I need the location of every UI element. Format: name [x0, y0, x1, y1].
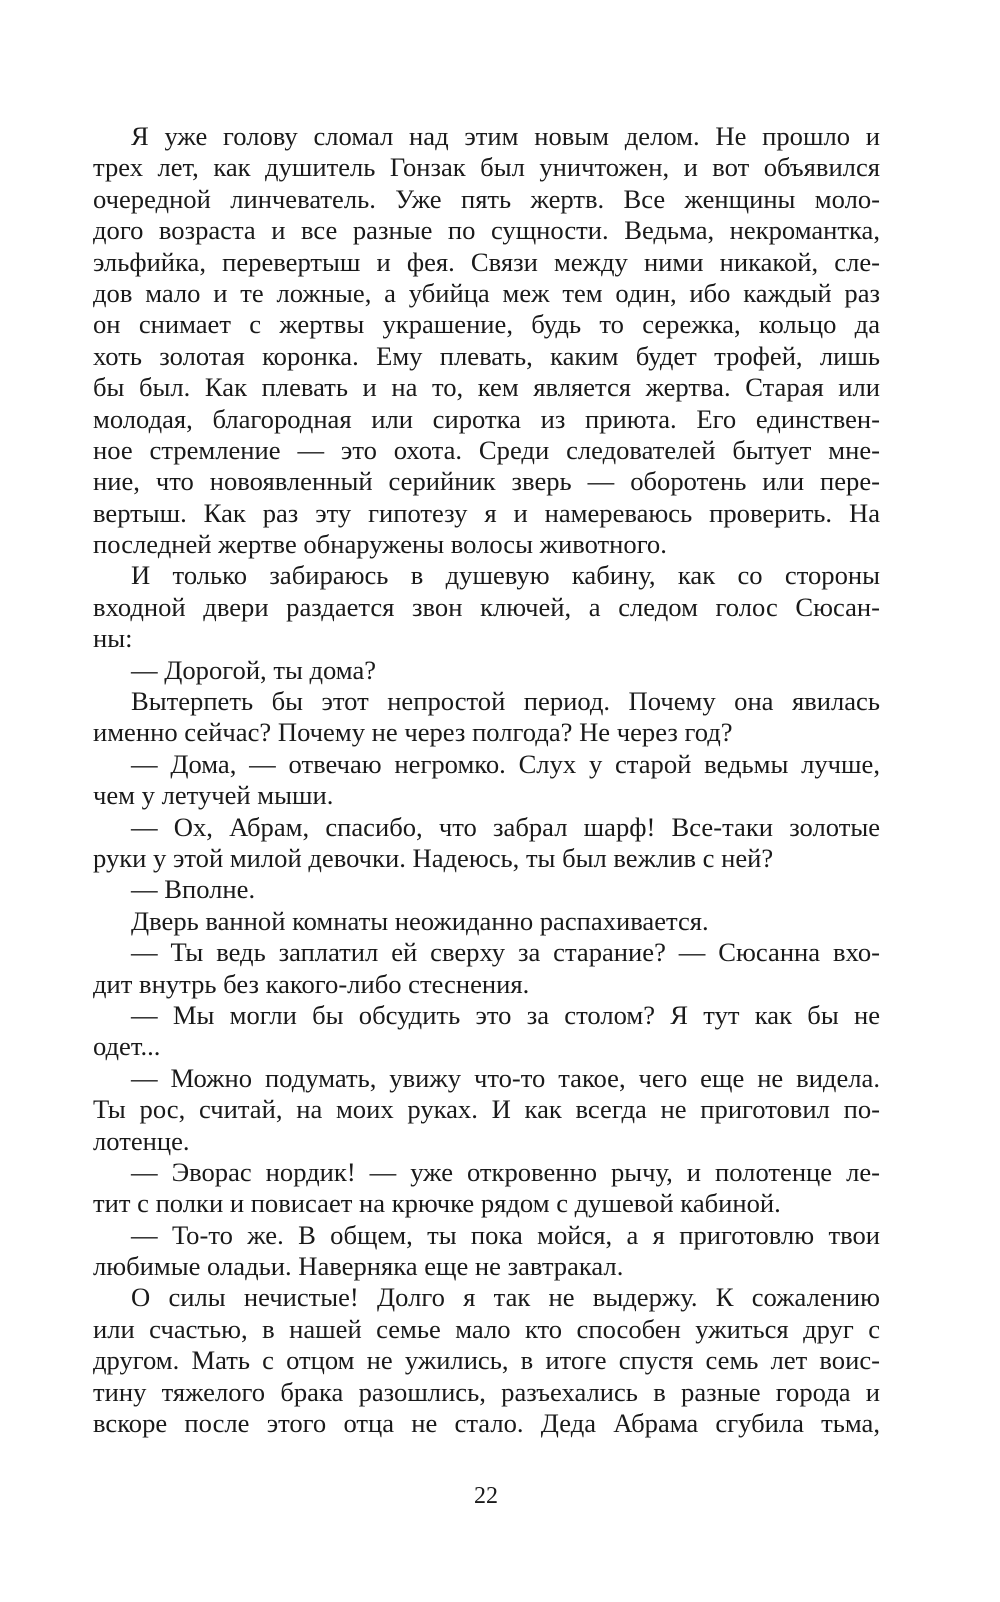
text-line: хоть золотая коронка. Ему плевать, каким будет трофей, лишь [93, 340, 880, 371]
text-line: трех лет, как душитель Гонзак был уничтожен, и вот объявился [93, 152, 880, 183]
text-line: очередной линчеватель. Уже пять жертв. Все женщины моло- [93, 183, 880, 214]
text-line: он снимает с жертвы украшение, будь то сережка, кольцо да [93, 309, 880, 340]
text-line: Вытерпеть бы этот непростой период. Почему она явилась [131, 686, 880, 717]
text-line: бы был. Как плевать и на то, кем является жертва. Старая или [93, 372, 880, 403]
text-line: — Вполне. [131, 874, 256, 905]
text-line: ние, что новоявленный серийник зверь — оборотень или пере- [93, 466, 880, 497]
text-line: молодая, благородная или сиротка из приюта. Его единствен- [93, 403, 880, 434]
text-line: ное стремление — это охота. Среди следователей бытует мне- [93, 434, 880, 465]
text-line: — Эворас нордик! — уже откровенно рычу, и полотенце ле- [131, 1156, 880, 1187]
body-text [93, 121, 880, 1439]
text-line: руки у этой милой девочки. Надеюсь, ты был вежлив с ней? [93, 842, 774, 873]
text-line: — Дорогой, ты дома? [131, 654, 377, 685]
page-number: 22 [474, 1483, 498, 1509]
text-line: И только забираюсь в душевую кабину, как со стороны [131, 560, 880, 591]
text-line: Дверь ванной комнаты неожиданно распахивается. [131, 905, 709, 936]
text-line: входной двери раздается звон ключей, а следом голос Сюсан- [93, 591, 880, 622]
text-line: лотенце. [93, 1125, 190, 1156]
text-line: или счастью, в нашей семье мало кто способен ужиться друг с [93, 1313, 880, 1344]
text-line: О силы нечистые! Долго я так не выдержу. К сожалению [131, 1282, 880, 1313]
text-line: — Дома, — отвечаю негромко. Слух у старой ведьмы лучше, [131, 748, 880, 779]
text-line: Я уже голову сломал над этим новым делом. Не прошло и [131, 121, 880, 151]
text-line: эльфийка, перевертыш и фея. Связи между ними никакой, сле- [93, 246, 880, 277]
text-line: любимые оладьи. Наверняка еще не завтракал. [93, 1251, 624, 1282]
text-line: одет... [93, 1031, 161, 1062]
text-line: дит внутрь без какого-либо стеснения. [93, 968, 530, 999]
text-line: — Можно подумать, увижу что-то такое, чего еще не видела. [131, 1062, 880, 1093]
text-line: чем у летучей мыши. [93, 780, 334, 811]
text-line: другом. Мать с отцом не ужились, в итоге спустя семь лет воис- [93, 1345, 880, 1376]
text-line: ны: [93, 623, 133, 654]
text-line: именно сейчас? Почему не через полгода? Не через год? [93, 717, 733, 748]
text-line: — Ох, Абрам, спасибо, что забрал шарф! Все-таки золотые [131, 811, 880, 842]
text-line: последней жертве обнаружены волосы животного. [93, 529, 667, 560]
text-line: вскоре после этого отца не стало. Деда Абрама сгубила тьма, [93, 1408, 880, 1439]
text-line: — Мы могли бы обсудить это за столом? Я тут как бы не [131, 999, 880, 1030]
text-line: дов мало и те ложные, а убийца меж тем один, ибо каждый раз [93, 277, 880, 308]
text-line: — Ты ведь заплатил ей сверху за старание? — Сюсанна вхо- [131, 937, 880, 968]
text-line: Ты рос, считай, на моих руках. И как всегда не приготовил по- [93, 1094, 880, 1125]
text-line: дого возраста и все разные по сущности. Ведьма, некромантка, [93, 215, 880, 246]
text-line: тину тяжелого брака разошлись, разъехались в разные города и [93, 1376, 880, 1407]
text-line: тит с полки и повисает на крючке рядом с душевой кабиной. [93, 1188, 781, 1219]
text-line: вертыш. Как раз эту гипотезу я и намереваюсь проверить. На [93, 497, 880, 528]
text-line: — То-то же. В общем, ты пока мойся, а я приготовлю твои [131, 1219, 880, 1250]
